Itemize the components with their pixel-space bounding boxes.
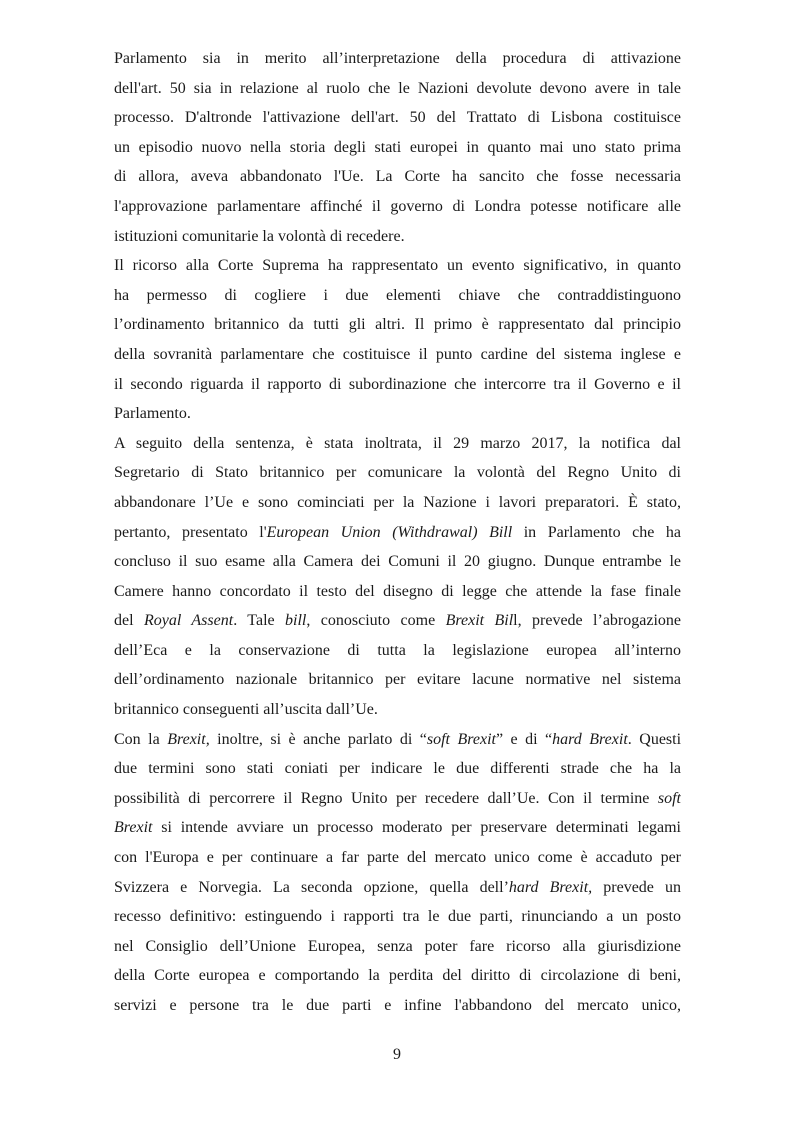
text-segment: della sovranità parlamentare che costituisce il punto cardine del sistema inglese e bbox=[114, 345, 681, 363]
text-line bbox=[114, 370, 681, 400]
text-segment: Parlamento sia in merito all’interpretazione della procedura di attivazione bbox=[114, 50, 681, 67]
text-line bbox=[114, 665, 681, 695]
text-segment: l’ordinamento britannico da tutti gli altri. Il primo è rappresentato dal principio bbox=[114, 316, 681, 334]
text-line bbox=[114, 843, 681, 873]
text-line bbox=[114, 103, 681, 133]
italic-text-segment: hard Brexit, bbox=[508, 878, 593, 896]
text-line bbox=[114, 547, 681, 577]
text-line bbox=[114, 725, 681, 755]
text-line bbox=[114, 251, 681, 281]
italic-text-segment: bill bbox=[285, 612, 307, 630]
text-line bbox=[114, 399, 681, 429]
text-segment: possibilità di percorrere il Regno Unito per recedere dall’Ue. Con il termine bbox=[114, 789, 658, 807]
text-line bbox=[114, 458, 681, 488]
italic-text-segment: European Union (Withdrawal) Bill bbox=[266, 523, 513, 541]
text-segment: . Questi bbox=[627, 730, 681, 748]
text-line bbox=[114, 577, 681, 607]
text-line bbox=[114, 518, 681, 548]
text-segment: Con la bbox=[114, 730, 168, 748]
text-segment: il secondo riguarda il rapporto di subordinazione che intercorre tra il Governo e il bbox=[114, 375, 681, 393]
text-segment: ha permesso di cogliere i due elementi chiave che contraddistinguono bbox=[114, 286, 681, 304]
text-segment: l'approvazione parlamentare affinché il governo di Londra potesse notificare alle bbox=[114, 197, 681, 215]
text-line bbox=[114, 932, 681, 962]
text-line bbox=[114, 44, 681, 74]
page-number: 9 bbox=[393, 1046, 401, 1063]
text-segment: si intende avviare un processo moderato per preservare determinati legami bbox=[152, 819, 681, 837]
text-segment: inoltre, si è anche parlato di “ bbox=[209, 730, 427, 748]
document-body bbox=[114, 44, 681, 1021]
text-segment: istituzioni comunitarie la volontà di recedere. bbox=[114, 227, 405, 245]
text-segment: pertanto, presentato l' bbox=[114, 523, 267, 541]
text-segment: recesso definitivo: estinguendo i rapporti tra le due parti, rinunciando a un posto bbox=[114, 908, 681, 926]
text-segment: processo. D'altronde l'attivazione dell'art. 50 del Trattato di Lisbona costituisce bbox=[114, 109, 681, 127]
text-segment: della Corte europea e comportando la perdita del diritto di circolazione di beni, bbox=[114, 967, 681, 985]
text-segment: abbandonare l’Ue e sono cominciati per la Nazione i lavori preparatori. È stato, bbox=[114, 493, 681, 511]
text-segment: Camere hanno concordato il testo del disegno di legge che attende la fase finale bbox=[114, 582, 681, 600]
text-segment: servizi e persone tra le due parti e infine l'abbandono del mercato unico, bbox=[114, 997, 681, 1014]
text-segment: concluso il suo esame alla Camera dei Comuni il 20 giugno. Dunque entrambe le bbox=[114, 553, 681, 571]
text-line bbox=[114, 902, 681, 932]
italic-text-segment: Brexit Bil bbox=[445, 612, 514, 630]
italic-text-segment: Brexit, bbox=[167, 730, 210, 748]
text-line bbox=[114, 281, 681, 311]
text-segment: Segretario di Stato britannico per comunicare la volontà del Regno Unito di bbox=[114, 464, 681, 482]
italic-text-segment: soft bbox=[657, 789, 681, 807]
text-segment: dell’Eca e la conservazione di tutta la legislazione europea all’interno bbox=[114, 641, 681, 659]
text-line bbox=[114, 310, 681, 340]
text-line bbox=[114, 429, 681, 459]
text-line bbox=[114, 606, 681, 636]
text-line bbox=[114, 162, 681, 192]
text-line bbox=[114, 222, 681, 252]
text-segment: , conosciuto come bbox=[306, 612, 446, 630]
text-line bbox=[114, 488, 681, 518]
text-segment: Il ricorso alla Corte Suprema ha rappresentato un evento significativo, in quanto bbox=[114, 257, 681, 275]
text-segment: britannico conseguenti all’uscita dall’Ue. bbox=[114, 701, 378, 719]
text-line bbox=[114, 813, 681, 843]
text-segment: A seguito della sentenza, è stata inoltrata, il 29 marzo 2017, la notifica dal bbox=[114, 434, 681, 452]
italic-text-segment: Brexit bbox=[114, 819, 153, 837]
text-segment: ” e di “ bbox=[495, 730, 553, 748]
text-segment: due termini sono stati coniati per indicare le due differenti strade che ha la bbox=[114, 760, 681, 778]
text-segment: Svizzera e Norvegia. La seconda opzione, quella dell’ bbox=[114, 878, 509, 896]
text-segment: Parlamento. bbox=[114, 405, 191, 423]
italic-text-segment: hard Brexit bbox=[552, 730, 628, 748]
text-segment: del bbox=[114, 612, 144, 630]
text-line bbox=[114, 754, 681, 784]
italic-text-segment: soft Brexit bbox=[426, 730, 496, 748]
text-line bbox=[114, 695, 681, 725]
text-line bbox=[114, 340, 681, 370]
text-segment: di allora, aveva abbandonato l'Ue. La Corte ha sancito che fosse necessaria bbox=[114, 168, 681, 186]
text-line bbox=[114, 192, 681, 222]
text-line bbox=[114, 133, 681, 163]
italic-text-segment: Royal Assent bbox=[143, 612, 234, 630]
text-segment: prevede un bbox=[592, 878, 681, 896]
text-segment: l, prevede l’abrogazione bbox=[513, 612, 681, 630]
text-line bbox=[114, 74, 681, 104]
text-line bbox=[114, 873, 681, 903]
text-segment: con l'Europa e per continuare a far parte del mercato unico come è accaduto per bbox=[114, 849, 681, 867]
text-segment: . Tale bbox=[233, 612, 286, 630]
text-line bbox=[114, 961, 681, 991]
text-segment: dell’ordinamento nazionale britannico per evitare lacune normative nel sistema bbox=[114, 671, 681, 689]
text-segment: in Parlamento che ha bbox=[512, 523, 681, 541]
text-line bbox=[114, 991, 681, 1021]
text-segment: nel Consiglio dell’Unione Europea, senza poter fare ricorso alla giurisdizione bbox=[114, 937, 681, 955]
text-line bbox=[114, 636, 681, 666]
text-segment: dell'art. 50 sia in relazione al ruolo che le Nazioni devolute devono avere in tale bbox=[114, 79, 681, 97]
text-line bbox=[114, 784, 681, 814]
text-segment: un episodio nuovo nella storia degli stati europei in quanto mai uno stato prima bbox=[114, 138, 681, 156]
